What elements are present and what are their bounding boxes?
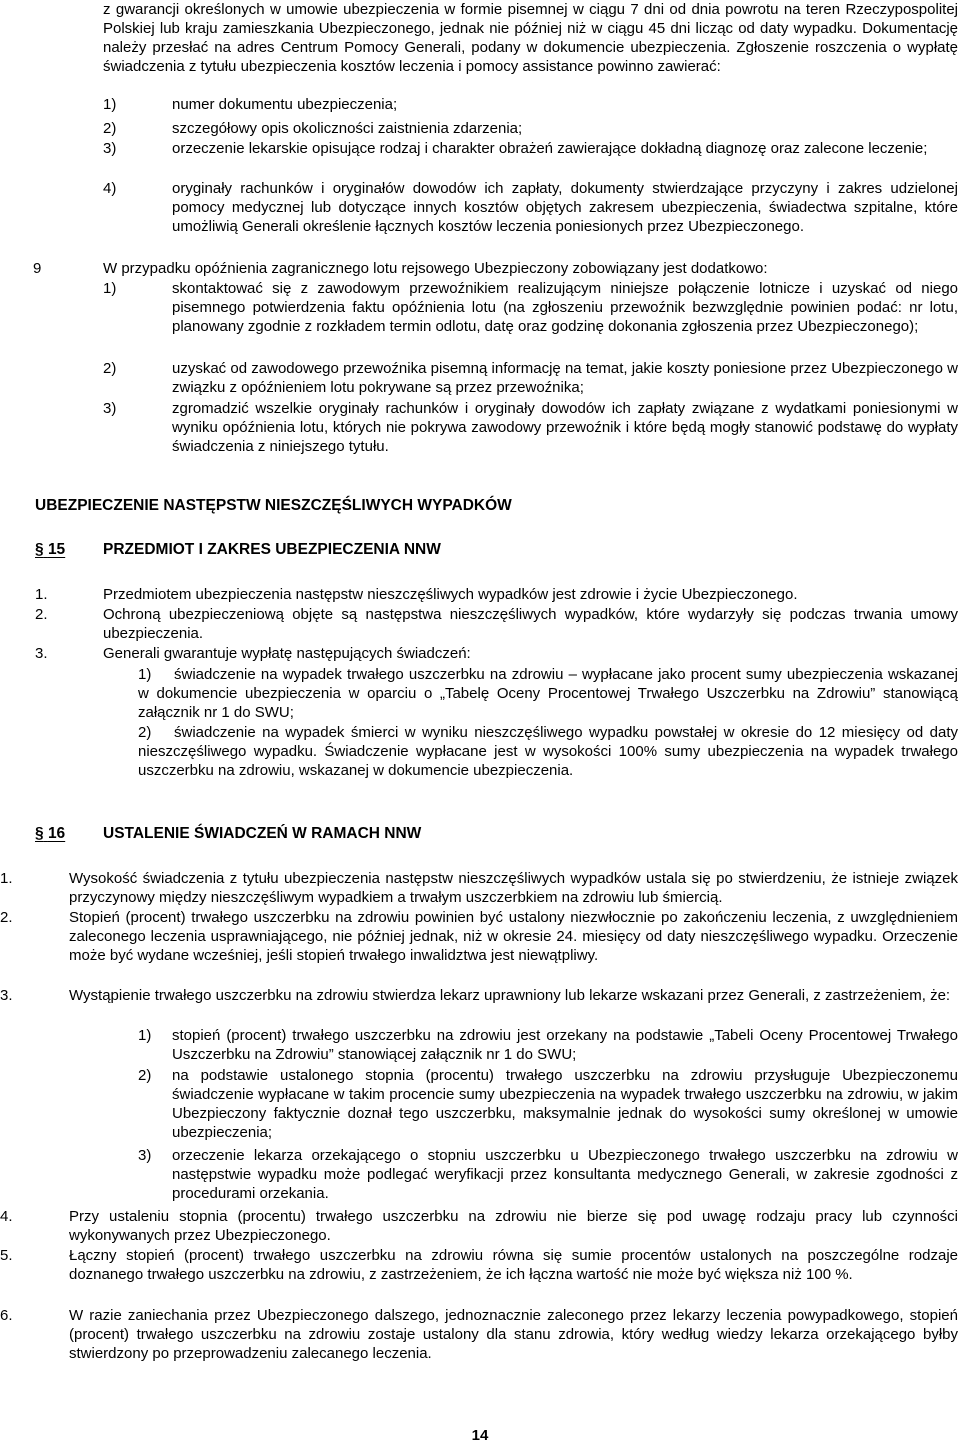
list-item: Przy ustaleniu stopnia (procentu) trwałego uszczerbku na zdrowiu nie bierze się pod uwagę rodzaju pracy lub czynności wykonywanych przez Ubezpieczonego.: [69, 1208, 958, 1244]
list-number: 1): [103, 96, 117, 113]
list-item: Wystąpienie trwałego uszczerbku na zdrowiu stwierdza lekarz uprawniony lub lekarze wskazani przez Generali, z zastrzeżeniem, że:: [69, 987, 951, 1004]
section-sign: §: [35, 825, 44, 842]
sublist-number: 1): [138, 666, 152, 683]
list-number: 1.: [0, 870, 13, 887]
list-item: szczegółowy opis okoliczności zaistnienia zdarzenia;: [172, 120, 523, 137]
sublist-number: 3): [138, 1147, 152, 1164]
list-number: 1.: [35, 586, 48, 603]
section-heading: PRZEDMIOT I ZAKRES UBEZPIECZENIA NNW: [103, 541, 441, 558]
list-number: 2): [103, 360, 117, 377]
list-item: Łączny stopień (procent) trwałego uszczerbku na zdrowiu równa się sumie procentów ustalonych na poszczególne rodzaje doznanego trwałego uszczerbku na zdrowiu, z zastrzeżeniem, że ich łączna wartość nie może być większa niż 100 %.: [69, 1247, 958, 1283]
list-item: zgromadzić wszelkie oryginały rachunków i oryginały dowodów ich zapłaty związane z wydatkami poniesionymi w wyniku opóźnienia lotu, których nie pokrywa zawodowy przewoźnik i które będą mogły stanowić podstawę do wypłaty świadczenia z niniejszego tytułu.: [172, 400, 958, 455]
list-number: 2.: [0, 909, 13, 926]
sublist-item: na podstawie ustalonego stopnia (procentu) trwałego uszczerbku na zdrowiu przysługuje Ubezpieczonemu świadczenie wypłacane w takim procencie sumy ubezpieczenia na wypadek trwałego uszczerbku na zdrowiu, w jakim Ubezpieczony faktycznie doznał tego uszczerbku, maksymalnie jednak do wysokości sumy określonej w umowie ubezpieczenia;: [172, 1067, 958, 1141]
list-item: uzyskać od zawodowego przewoźnika pisemną informację na temat, jakie koszty poniesione przez Ubezpieczonego w związku z opóźnieniem lotu pokrywane są przez przewoźnika;: [172, 360, 958, 396]
list-number: 2.: [35, 606, 48, 623]
list-item: Ochroną ubezpieczeniową objęte są następstwa nieszczęśliwych wypadków, które wydarzyły się podczas trwania umowy ubezpieczenia.: [103, 606, 958, 642]
list-number: 4.: [0, 1208, 13, 1225]
section-number-value: 16: [47, 825, 66, 842]
list-item: orzeczenie lekarskie opisujące rodzaj i charakter obrażeń zawierające dokładną diagnozę oraz zalecone leczenie;: [172, 140, 928, 157]
list-number: 2): [103, 120, 117, 137]
list-number: 1): [103, 280, 117, 297]
list-item: numer dokumentu ubezpieczenia;: [172, 96, 398, 113]
continuation-paragraph: z gwarancji określonych w umowie ubezpieczenia w formie pisemnej w ciągu 7 dni od dnia powrotu na teren Rzeczypospolitej Polskiej lub kraju zamieszkania Ubezpieczonego, jednak nie później niż w ciągu 45 dni licząc od daty wypadku. Dokumentację należy przesłać na adres Centrum Pomocy Generali, podany w dokumencie ubezpieczenia. Zgłoszenie roszczenia o wypłatę świadczenia z tytułu ubezpieczenia kosztów leczenia i pomocy assistance powinno zawierać:: [103, 1, 958, 75]
section-number: [35, 824, 65, 843]
sublist-number: 2): [138, 1067, 152, 1084]
list-item: Wysokość świadczenia z tytułu ubezpieczenia następstw nieszczęśliwych wypadków ustala się po stwierdzeniu, że istnieje związek przyczynowy między nieszczęśliwym wypadkiem a trwałym uszczerbkiem na zdrowiu lub śmiercią.: [69, 870, 958, 906]
sublist-item: świadczenie na wypadek śmierci w wyniku nieszczęśliwego wypadku powstałej w okresie do 12 miesięcy od daty nieszczęśliwego wypadku. Świadczenie wypłacane jest w wysokości 100% sumy ubezpieczenia na wypadek trwałego uszczerbku na zdrowiu, wskazanej w dokumencie ubezpieczenia.: [138, 724, 958, 779]
sublist-number: 2): [138, 724, 152, 741]
list-number: 3.: [35, 645, 48, 662]
section-number: [35, 540, 65, 559]
sublist-item: stopień (procent) trwałego uszczerbku na zdrowiu jest orzekany na podstawie „Tabeli Oceny Procentowej Trwałego Uszczerbku na Zdrowiu” stanowiącej załącznik nr 1 do SWU;: [172, 1027, 958, 1063]
list-item: W razie zaniechania przez Ubezpieczonego dalszego, jednoznacznie zaleconego przez lekarzy leczenia powypadkowego, stopień (procent) trwałego uszczerbku na zdrowiu zostaje ustalony dla stanu zdrowia, który według wiedzy lekarza orzekającego byłby stwierdzony po przeprowadzeniu zalecanego leczenia.: [69, 1307, 958, 1362]
sublist-item: świadczenie na wypadek trwałego uszczerbku na zdrowiu – wypłacane jako procent sumy ubezpieczenia wskazanej w dokumencie ubezpieczenia w oparciu o „Tabelę Oceny Procentowej Trwałego Uszczerbku na Zdrowiu” stanowiącą załącznik nr 1 do SWU;: [138, 666, 958, 721]
sublist-number: 1): [138, 1027, 152, 1044]
section-number-value: 15: [47, 541, 66, 558]
section-heading: USTALENIE ŚWIADCZEŃ W RAMACH NNW: [103, 825, 422, 842]
list-number: 3): [103, 400, 117, 417]
list-item: skontaktować się z zawodowym przewoźnikiem realizującym niniejsze połączenie lotnicze i uzyskać od niego pisemnego potwierdzenia faktu opóźnienia lotu (na zgłoszeniu przewoźnik bezwzględnie powinien podać: nr lotu, planowany zgodnie z rozkładem termin odlotu, datę oraz godzinę dokonania zgłoszenia przez Ubezpieczonego);: [172, 280, 958, 335]
list-number: 3): [103, 140, 117, 157]
list-number: 5.: [0, 1247, 13, 1264]
list-number: 4): [103, 180, 117, 197]
list-item: oryginały rachunków i oryginałów dowodów ich zapłaty, dokumenty stwierdzające przyczyny i zakres udzielonej pomocy medycznej lub dotyczące innych kosztów objętych zakresem ubezpieczenia, świadectwa szpitalne, które umożliwią Generali określenie łącznych kosztów leczenia poniesionych przez Ubezpieczonego.: [172, 180, 958, 235]
list-number: 6.: [0, 1307, 13, 1324]
section-title: UBEZPIECZENIE NASTĘPSTW NIESZCZĘŚLIWYCH WYPADKÓW: [35, 497, 512, 514]
page-number: 14: [471, 1427, 489, 1444]
sublist-item: orzeczenie lekarza orzekającego o stopniu uszczerbku u Ubezpieczonego trwałego uszczerbku na zdrowiu w następstwie wypadku może podlegać weryfikacji przez konsultanta medycznego Generali, w zakresie zgodności z procedurami orzekania.: [172, 1147, 958, 1202]
list-number: 3.: [0, 987, 13, 1004]
paragraph-number: 9: [33, 260, 42, 277]
section-sign: §: [35, 541, 44, 558]
list-item: Stopień (procent) trwałego uszczerbku na zdrowiu powinien być ustalony niezwłocznie po zakończeniu leczenia, z uwzględnieniem zaleconego leczenia usprawniającego, nie później jednak, niż w okresie 24. miesięcy od daty nieszczęśliwego wypadku. Orzeczenie może być wydane wcześniej, jeśli stopień trwałego inwalidztwa jest niewątpliwy.: [69, 909, 958, 964]
list-item: Generali gwarantuje wypłatę następujących świadczeń:: [103, 645, 471, 662]
paragraph-lead: W przypadku opóźnienia zagranicznego lotu rejsowego Ubezpieczony zobowiązany jest dodatkowo:: [103, 260, 768, 277]
list-item: Przedmiotem ubezpieczenia następstw nieszczęśliwych wypadków jest zdrowie i życie Ubezpieczonego.: [103, 586, 798, 603]
